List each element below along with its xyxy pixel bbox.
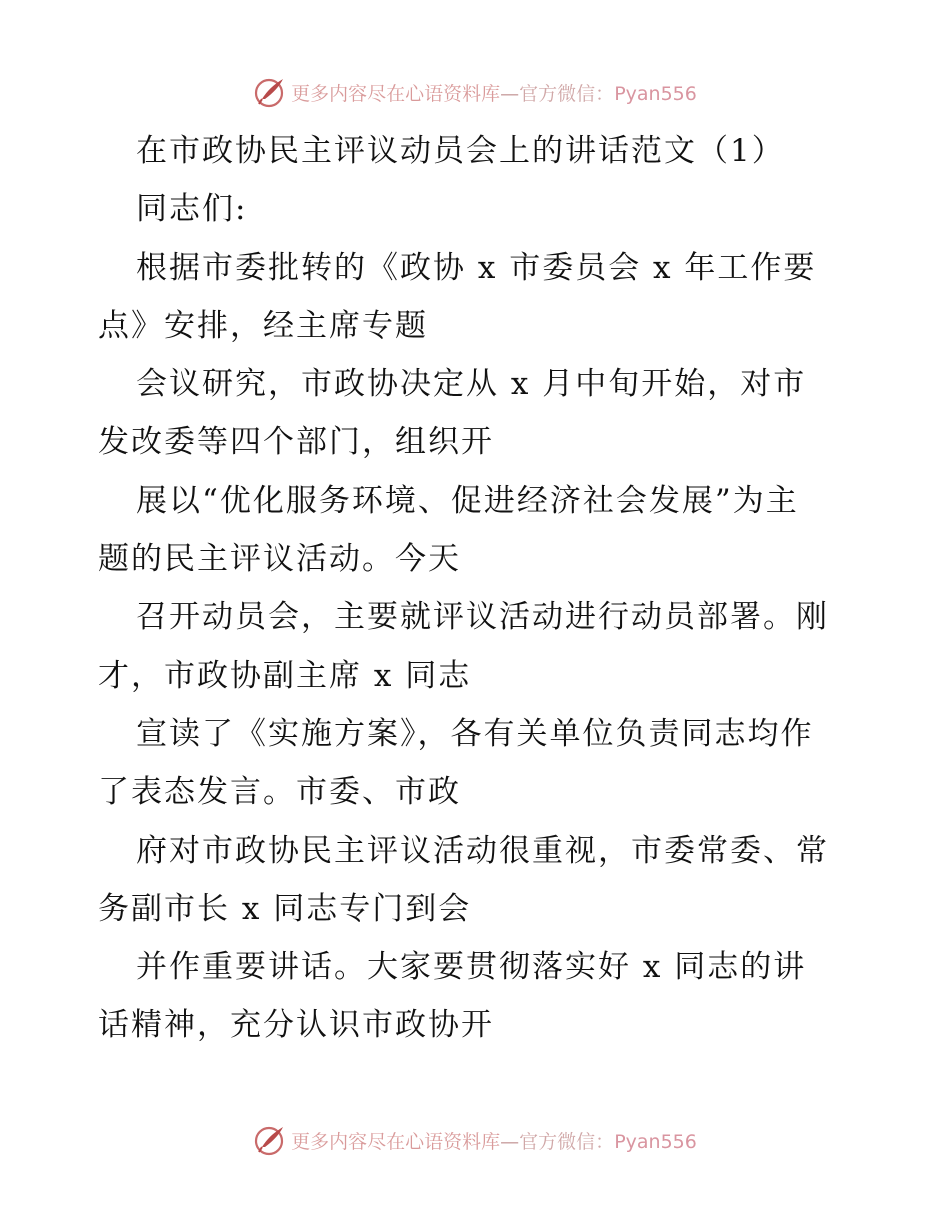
text-line: 会议研究，市政协决定从 x 月中旬开始，对市 [136,366,807,403]
text-line: 务副市长 x 同志专门到会 [98,890,472,927]
watermark-wechat-label: 官方微信： [519,82,615,105]
header-watermark [0,72,950,112]
footer-watermark [0,1120,950,1160]
watermark-wechat-id: Pyan556 [614,82,697,105]
text-line: 同志们: [136,191,248,228]
text-line: 召开动员会，主要就评议活动进行动员部署。刚 [136,599,829,636]
document-title: 在市政协民主评议动员会上的讲话范文（1） [136,133,785,169]
watermark-wechat-id: Pyan556 [614,1130,697,1153]
text-line: 府对市政协民主评议活动很重视，市委常委、常 [136,832,829,869]
quill-logo-icon [253,75,287,109]
watermark-site-text: 更多内容尽在心语资料库 [291,82,501,105]
text-line: 话精神，充分认识市政协开 [98,1007,494,1044]
quill-logo-icon [253,1123,287,1157]
watermark-text [291,79,697,106]
text-line: 发改委等四个部门，组织开 [98,424,494,461]
text-line: 才，市政协副主席 x 同志 [98,657,472,694]
text-line: 根据市委批转的《政协 x 市委员会 x 年工作要 [136,249,817,286]
text-line: 展以“优化服务环境、促进经济社会发展”为主 [136,482,799,519]
watermark-site-text: 更多内容尽在心语资料库 [291,1130,501,1153]
text-line: 题的民主评议活动。今天 [98,541,461,578]
watermark-text [291,1127,697,1154]
text-line: 点》安排，经主席专题 [98,307,428,344]
text-line: 并作重要讲话。大家要贯彻落实好 x 同志的讲 [136,949,807,986]
watermark-wechat-label: 官方微信： [519,1130,615,1153]
text-line: 宣读了《实施方案》，各有关单位负责同志均作 [136,715,814,752]
watermark-dash: — [500,82,520,105]
watermark-dash: — [500,1130,520,1153]
text-line: 了表态发言。市委、市政 [98,774,461,811]
document-body [98,122,858,1055]
